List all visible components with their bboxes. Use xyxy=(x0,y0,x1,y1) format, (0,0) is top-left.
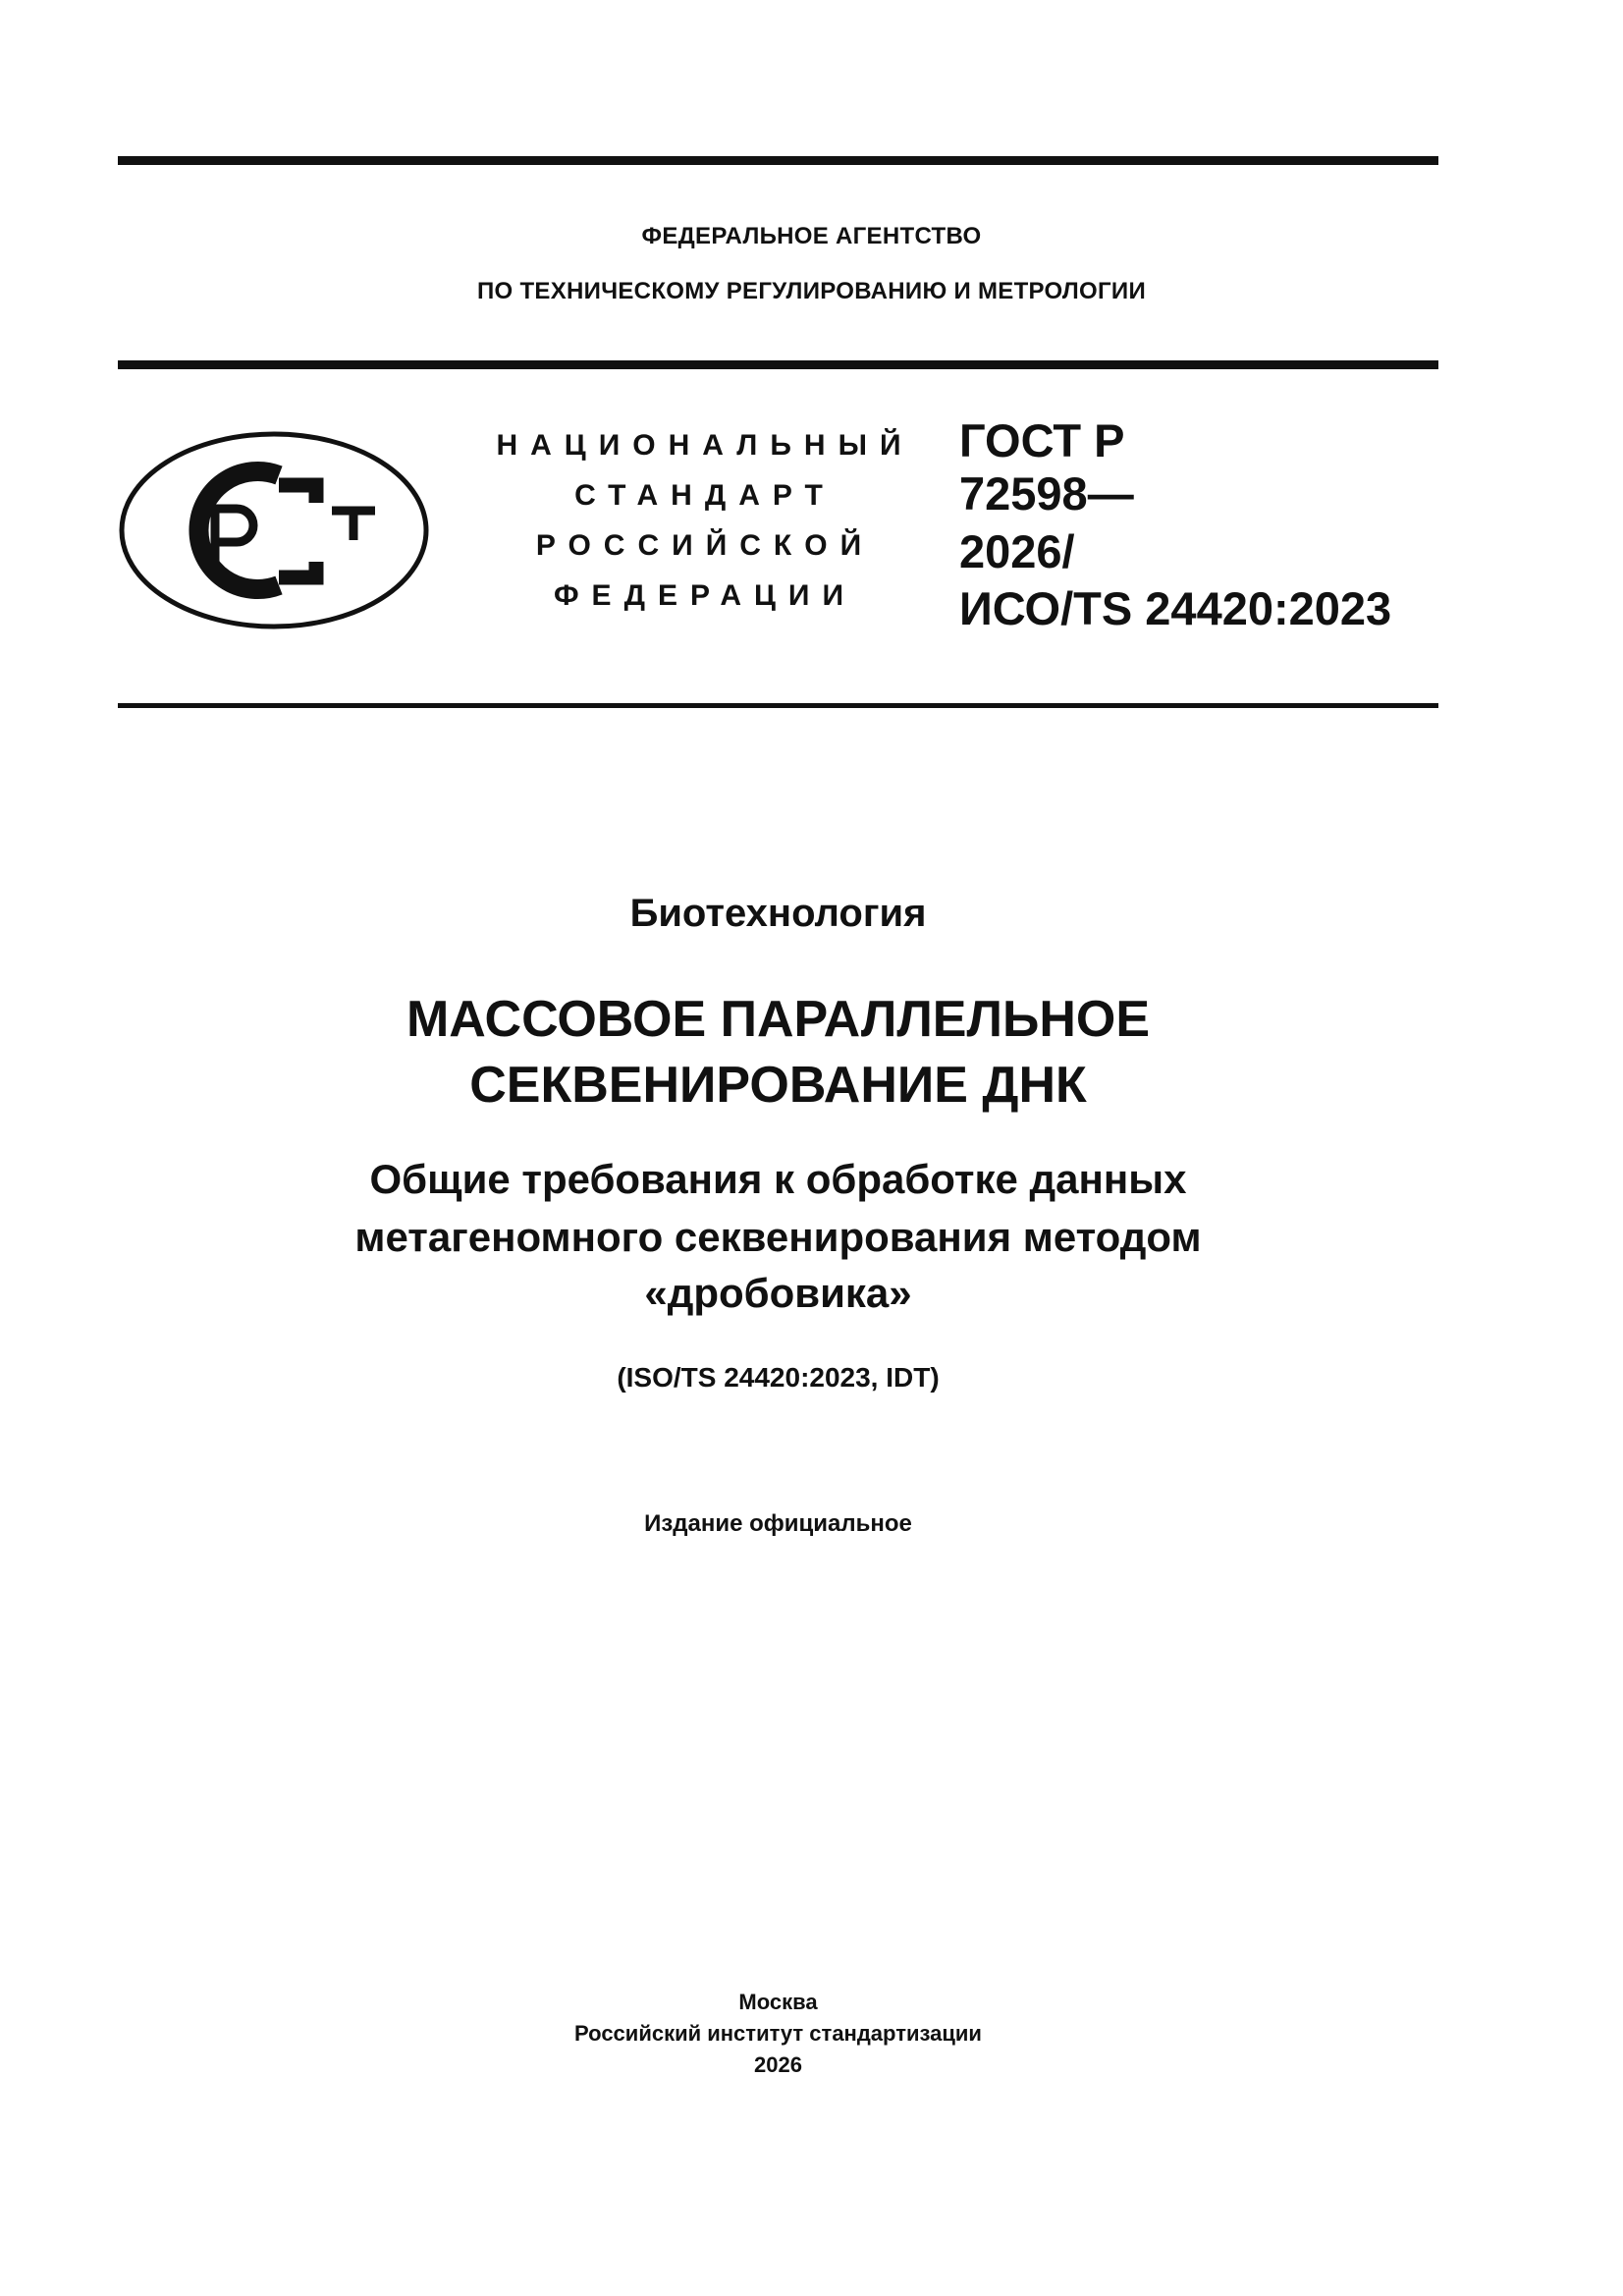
imprint-city: Москва xyxy=(738,1990,818,2014)
standard-type-line-3: РОССИЙСКОЙ xyxy=(535,529,875,562)
standard-type-line-2: СТАНДАРТ xyxy=(574,479,836,512)
agency-name-line-1: ФЕДЕРАЛЬНОЕ АГЕНТСТВО xyxy=(641,223,982,249)
designation-line-4: ИСО/TS 24420:2023 xyxy=(959,582,1392,634)
subtitle-line-2: метагеномного секвенирования методом xyxy=(354,1214,1202,1260)
main-title-line-1: МАССОВОЕ ПАРАЛЛЕЛЬНОЕ xyxy=(406,991,1151,1048)
standard-type-line-1: НАЦИОНАЛЬНЫЙ xyxy=(496,429,914,462)
middle-rule xyxy=(118,360,1438,369)
subtitle-line-1: Общие требования к обработке данных xyxy=(369,1156,1187,1202)
main-title-line-2: СЕКВЕНИРОВАНИЕ ДНК xyxy=(469,1057,1087,1114)
document-subject: Биотехнология xyxy=(629,892,927,935)
imprint-year: 2026 xyxy=(754,2052,802,2077)
standard-type-line-4: ФЕДЕРАЦИИ xyxy=(553,579,857,612)
designation-line-2: 72598— xyxy=(959,467,1134,519)
bottom-rule xyxy=(118,703,1438,708)
top-rule xyxy=(118,156,1438,165)
subtitle-line-3: «дробовика» xyxy=(644,1270,912,1316)
iso-reference: (ISO/TS 24420:2023, IDT) xyxy=(617,1362,940,1393)
designation-line-3: 2026/ xyxy=(959,525,1075,577)
agency-name-line-2: ПО ТЕХНИЧЕСКОМУ РЕГУЛИРОВАНИЮ И МЕТРОЛОГИИ xyxy=(476,278,1147,304)
imprint-publisher: Российский институт стандартизации xyxy=(574,2021,982,2046)
edition-note: Издание официальное xyxy=(644,1510,912,1537)
rst-certification-mark-icon xyxy=(118,430,430,630)
designation-line-1: ГОСТ Р xyxy=(959,414,1125,466)
